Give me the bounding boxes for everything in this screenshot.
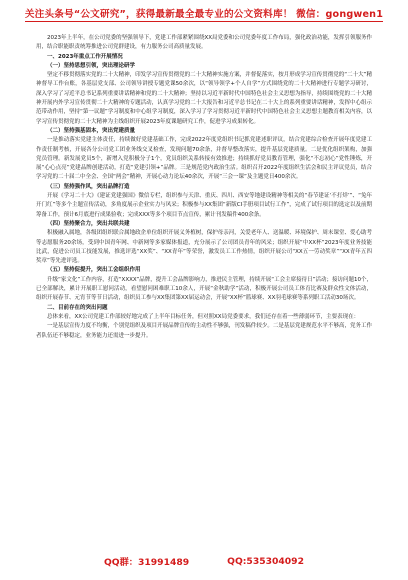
- subsection-heading: （三）坚持强作风，突出品牌打造: [47, 183, 130, 190]
- section-heading: 二、目前存在的突出问题: [47, 304, 108, 311]
- qq-group-text: QQ群：31991489: [104, 557, 190, 568]
- paragraph: 一是基层宣传力度不均衡，个别党组织及项目开展品牌宣传的主动性不够强，刊发稿件较少。二是基层党建规范水平不够高，党务工作者队伍还不够稳定，业务能力还需进一步提升。: [36, 323, 372, 339]
- footer: [0, 550, 408, 572]
- paragraph: 一是推动落实党建主体责任，持续做好党建基础工作，完成2022年度党组织书记抓党建述职评议，结合党建综合检查开展年度党建工作责任制考核，开展各分公司党工团业务线交叉检查，发现问题70余条，并督导整改落实，提升基层党建质量。二是优化组织架构，加强党员管理。新发展党员5个，新增入党积极分子1个，党员组织关系转接有效推进；持续抓好党员教育管理，强化“不忘初心”党性锤炼，开展“心心点亮”党建品牌创建活动，打造“党建引领+”品牌。三是规范党内政治生活。组织召开2022年度组织生活会和民主评议党员，结合学习党的二十届二中全会、全国“两会”精神，开展心动力论坛40余次，开展“三会一课”及主题党日400余次。: [36, 137, 372, 181]
- section-heading: 一、2023年重点工作开展情况: [47, 53, 123, 60]
- subsection-heading: （二）坚持强基固本，突出党建质量: [47, 127, 136, 134]
- subsection-heading: （一）坚持思想引领，突出理论研学: [47, 62, 136, 69]
- top-banner: [0, 0, 408, 28]
- document-body: [36, 34, 372, 341]
- paragraph: 坚定不移贯彻落实党的二十大精神，印发学习宣传贯彻党的二十大精神实施方案，并督促落实，按月形成学习宣传贯彻党的“二十大”精神督导工作台账，各基层党支部、公司领导讲授专题党课50余次，以“领导领学+个人自学”方式围绕党的二十大精神进行专题学习研讨，深入学习了习近平总书记系列重要讲话精神和党的二十大精神；坚持以习近平新时代中国特色社会主义思想为指导，持续围绕党的二十大精神开展内外学习宣传贯彻二十大精神的专题活动，认真学习党的二十大报告和习近平总书记在二十大上的系列重要讲话精神，发挥中心组示范带动作用，坚持“第一议题”学习制度和中心组学习制度，深入学习了学习贯彻习近平新时代中国特色社会主义思想主题教育相关内容，以学习宣传贯彻党的二十大精神为主线组织开展2023年度课题研究工作，促进学习成果转化。: [36, 72, 373, 125]
- paragraph: 总体来看，XX公司党建工作部较好地完成了上半年目标任务，但对照XX局党委要求，我们还存在着一些薄弱环节，主要表现在：: [47, 313, 360, 320]
- subsection-heading: （四）坚持聚合力，突出共联共建: [47, 220, 130, 227]
- paragraph: 升级“家文化”工作内容，打造“XXXX”品牌，提升工会品牌影响力，推进民主管理，持续开展“工会主席接待日”活动；接访问题10个，已全部解决，累计开展职工慰问活动，看望慰问困难职工10余人，开展“金秋助学”活动，积极开展公司员工体育比赛及群众性文体活动，组织开展春节、元宵节等节日活动，组织员工参与XX集团第XX届运动会，开展“XX杯”篮球赛、XX羽毛球赛等系列职工活动30场次。: [36, 276, 372, 302]
- paragraph: 2023年上半年，在公司党委的坚强领导下，党建工作部紧紧围绕XX局党委和公司党委年度工作布局，强化政治功能，发挥引领服务作用，结合职能职责统筹推进公司党群建设，有力服务公司高质量发展。: [36, 35, 372, 51]
- subsection-heading: （五）坚持促提升，突出工会组织作用: [47, 267, 141, 274]
- paragraph: 积极融入属地，各级团组织联合属地政企单位组织开展义务植树，保护母亲河，关爱老年人、送温暖、环境保护、周末课堂、爱心助考等志愿服务20余场，受到中国青年网、中新网等多家媒体报道，充分展示了公司团员青年的风采；组织开展“中XX杯”2023年度业务技能比武，促进公司员工技能发展，推选评选“XX奖”、“XX青年”等荣誉，激发员工工作热情，组织开展公司“XX五一劳动奖章”“XX青年五四奖章”等先进评选。: [36, 230, 372, 265]
- qq-text: QQ:535304092: [227, 555, 304, 567]
- banner-text: 关注头条号“公文研究”，获得最新最全最专业的公文资料库！ 微信：gongwen1: [25, 6, 383, 22]
- paragraph: 开展《学习二十大》《建证党建强国》微信专栏，组织参与天津、重庆、四川、西安等地建设精神等相关的“春节建证‘不打烊’”、“兔年开门红”等多个主题宣传活动，多角度展示企业实力与风采；积极参与XX集团“新版CI手册项目试行工作”，完成了试行项目的选定以及前期筹备工作，预计6月底进行成果验收；完成XXX等多个项目节点宣传，累计刊发稿件400余条。: [36, 193, 372, 218]
